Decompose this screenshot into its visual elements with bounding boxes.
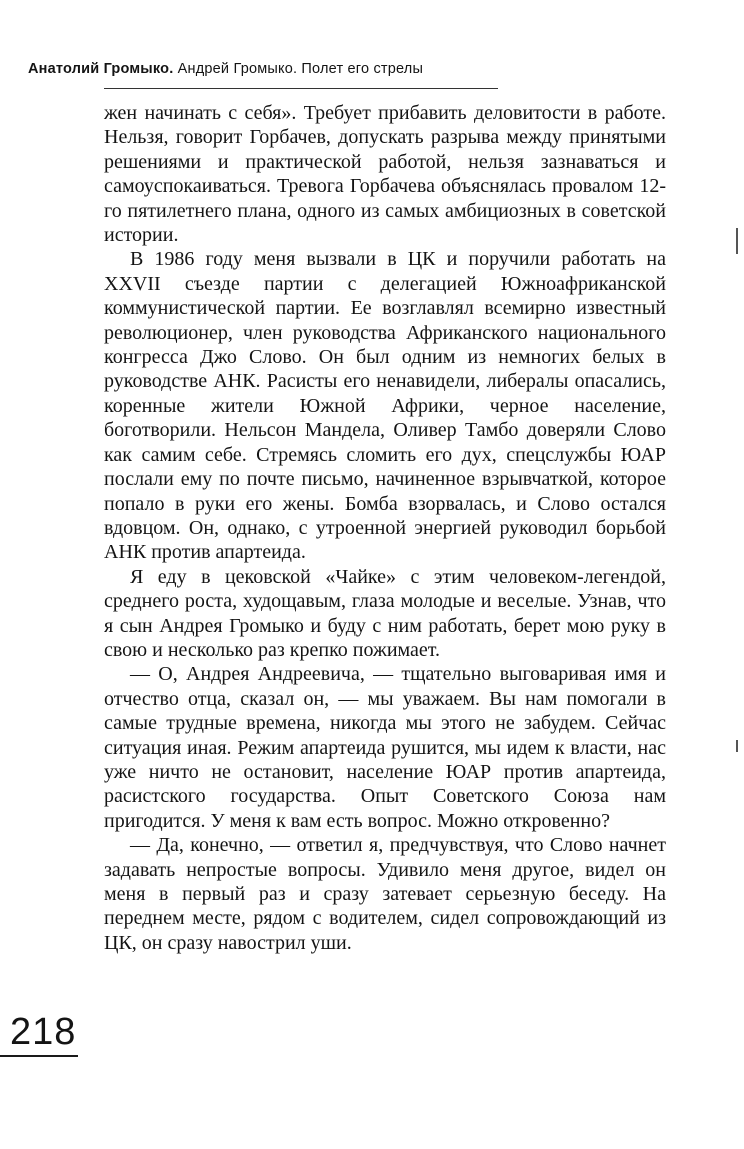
- paragraph-2: В 1986 году меня вызвали в ЦК и поручили работать на XXVII съезде партии с делегацией Южноафриканской коммунистической партии. Ее возглавлял всемирно известный революционер, член руководства Африканского национального конгресса Джо Слово. Он был одним из немногих белых в руководстве АНК. Расисты его ненавидели, либералы опасались, коренные жители Южной Африки, черное население, боготворили. Нельсон Мандела, Оливер Тамбо доверяли Слово как самим себе. Стремясь сломить его дух, спецслужбы ЮАР послали ему по почте письмо, начиненное взрывчаткой, которое попало в руки его жены. Бомба взорвалась, и Слово остался вдовцом. Он, однако, с утроенной энергией руководил борьбой АНК против апартеида.: [104, 248, 666, 564]
- header-rule: [104, 88, 498, 89]
- running-head: [28, 61, 423, 77]
- body-text: [104, 101, 666, 955]
- scan-margin-mark: [736, 740, 738, 752]
- paragraph-1: жен начинать с себя». Требует прибавить деловитости в работе. Нельзя, говорит Горбачев, допускать разрыва между принятыми решениями и практической работой, нельзя зазнаваться и самоуспокаиваться. Тревога Горбачева объяснялась провалом 12-го пятилетнего плана, одного из самых амбициозных в советской истории.: [104, 102, 666, 247]
- running-head-author: Анатолий Громыко.: [28, 61, 174, 77]
- paragraph-4: — О, Андрея Андреевича, — тщательно выговаривая имя и отчество отца, сказал он, — мы уважаем. Вы нам помогали в самые трудные времена, никогда мы этого не забудем. Сейчас ситуация иная. Режим апартеида рушится, мы идем к власти, нас уже ничто не остановит, население ЮАР против апартеида, расистского государства. Опыт Советского Союза нам пригодится. У меня к вам есть вопрос. Можно откровенно?: [104, 663, 666, 832]
- paragraph-3: Я еду в цековской «Чайке» с этим человеком-легендой, среднего роста, худощавым, глаза молодые и веселые. Узнав, что я сын Андрея Громыко и буду с ним работать, берет мою руку в свою и несколько раз крепко пожимает.: [104, 565, 666, 661]
- page-number-rule: [0, 1055, 78, 1057]
- scan-margin-mark: [736, 228, 738, 254]
- running-head-title: Андрей Громыко. Полет его стрелы: [177, 61, 424, 77]
- paragraph-5: — Да, конечно, — ответил я, предчувствуя, что Слово начнет задавать непростые вопросы. Удивило меня другое, видел он меня в первый раз и сразу затевает серьезную беседу. На переднем месте, рядом с водителем, сидел сопровождающий из ЦК, он сразу навострил уши.: [104, 834, 666, 954]
- page-number: 218: [10, 1011, 77, 1053]
